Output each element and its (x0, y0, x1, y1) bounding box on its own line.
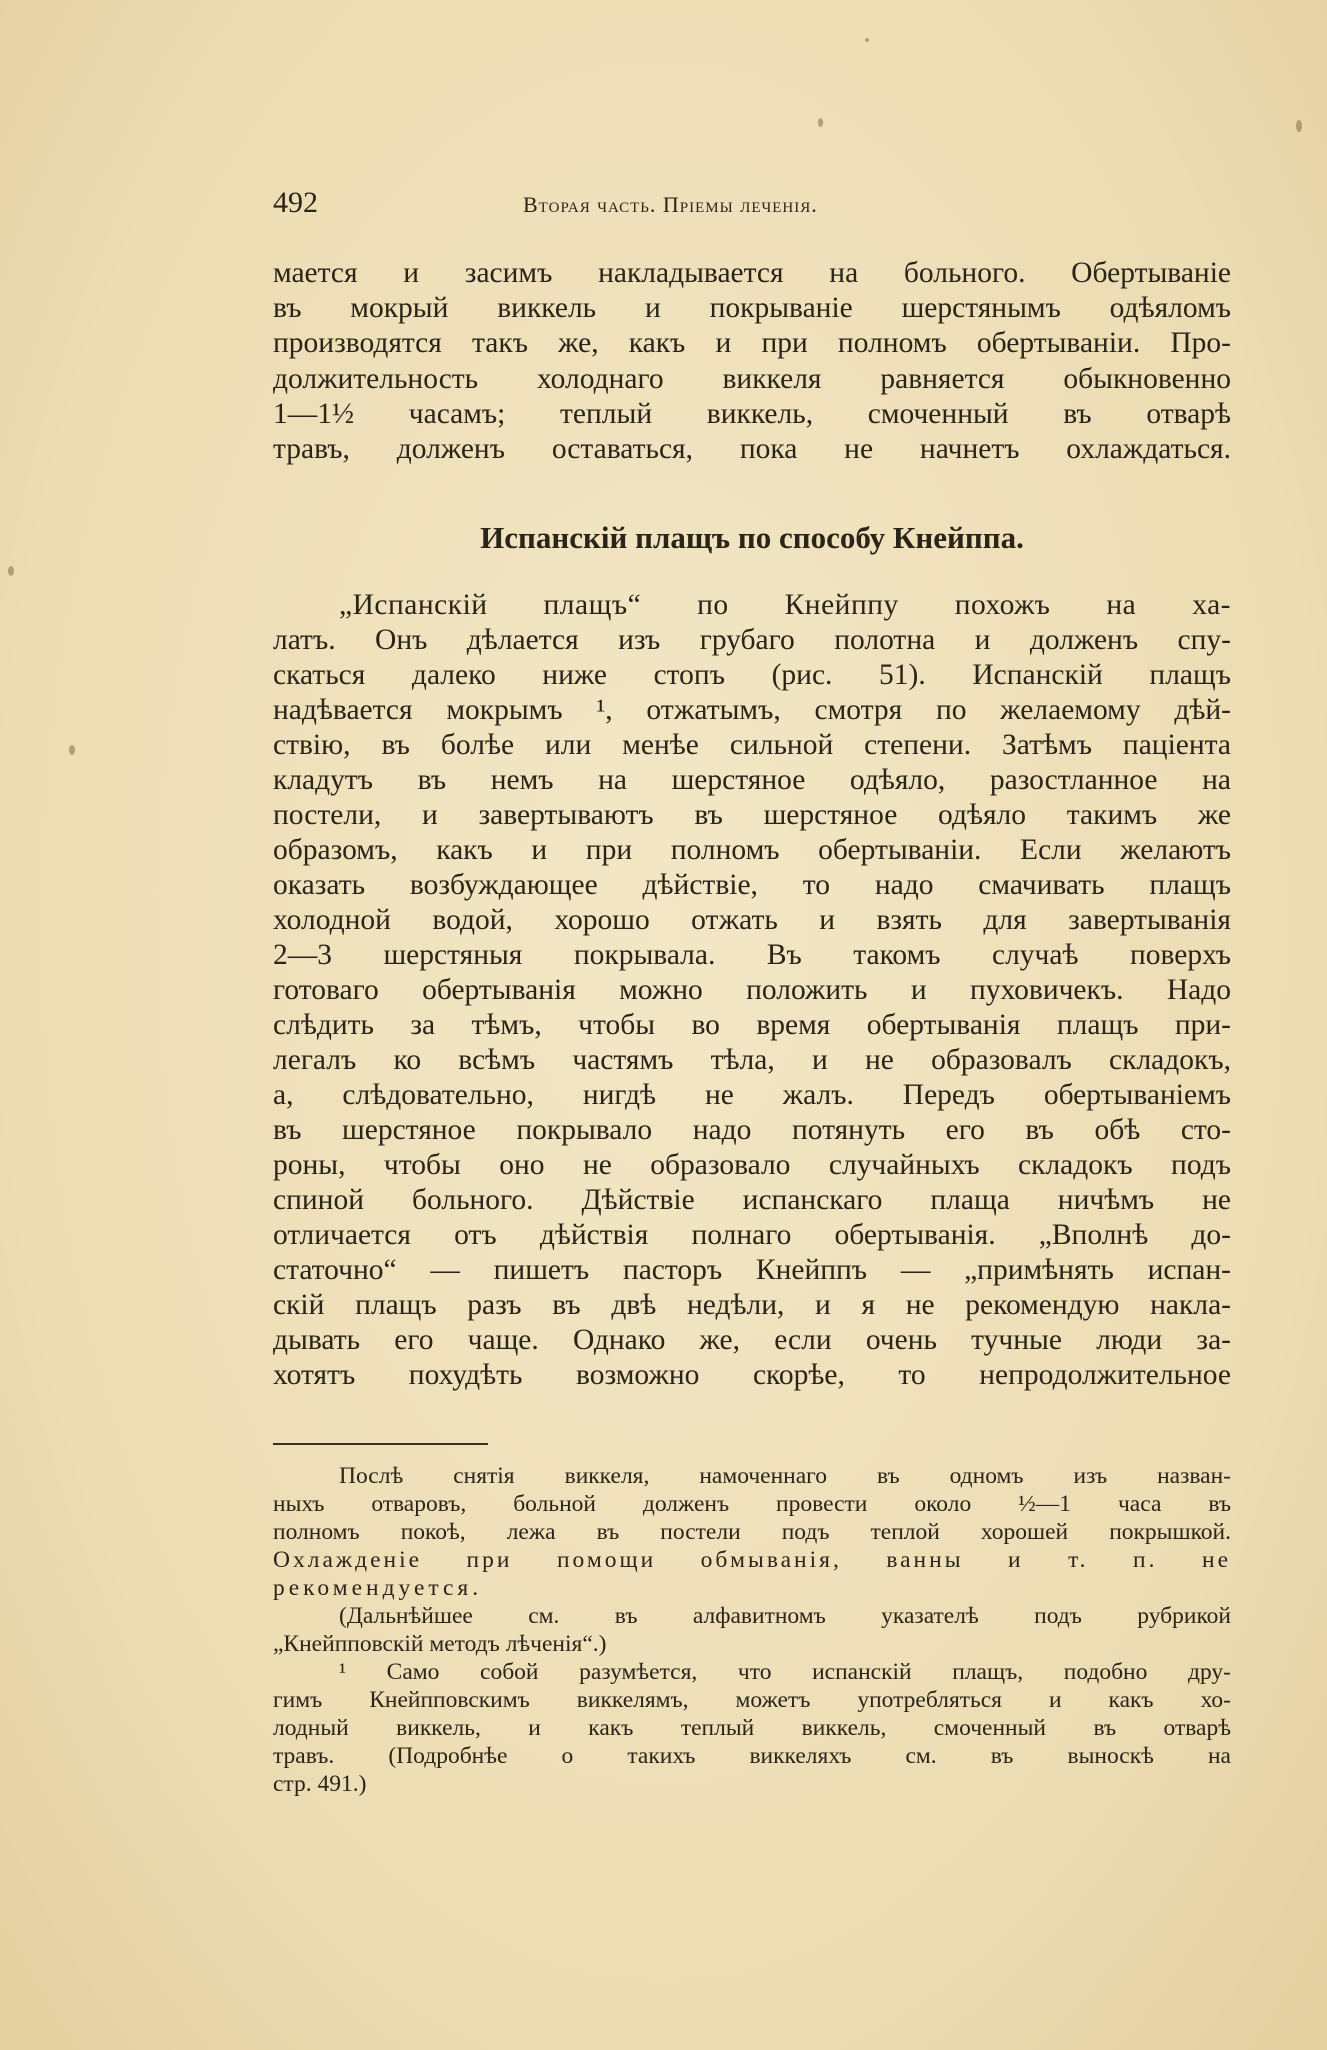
text-line: роны, чтобы оно не образовало случайныхъ складокъ подъ (273, 1149, 1231, 1181)
footnote-line: (Дальнѣйшее см. въ алфавитномъ указателѣ подъ рубрикой (339, 1603, 1231, 1629)
footnote-line: рекомендуется. (273, 1575, 483, 1601)
text-line: производятся такъ же, какъ и при полномъ обертываніи. Про- (273, 327, 1231, 360)
paper-speck (8, 566, 14, 576)
footnote-line: гимъ Кнейпповскимъ виккелямъ, можетъ употребляться и какъ хо- (273, 1687, 1231, 1713)
footnote-line: травъ. (Подробнѣе о такихъ виккеляхъ см. въ выноскѣ на (273, 1743, 1231, 1769)
text-line: скій плащъ разъ въ двѣ недѣли, и я не рекомендую накла- (273, 1289, 1231, 1321)
text-line: 1—1½ часамъ; теплый виккель, смоченный въ отварѣ (273, 397, 1231, 430)
intro-paragraph (273, 256, 1231, 467)
paper-speck (69, 745, 75, 755)
footnotes (273, 1462, 1231, 1798)
footnote-line: лодный виккель, и какъ теплый виккель, смоченный въ отварѣ (273, 1715, 1231, 1741)
text-line: скаться далеко ниже стопъ (рис. 51). Испанскій плащъ (273, 659, 1231, 691)
text-line: латъ. Онъ дѣлается изъ грубаго полотна и долженъ спу- (273, 624, 1231, 656)
section-paragraph (273, 588, 1231, 1393)
text-line: „Испанскій плащъ“ по Кнейппу похожъ на ха- (339, 589, 1231, 621)
footnote-line: „Кнейпповскій методъ лѣченія“.) (273, 1631, 607, 1657)
text-line: слѣдить за тѣмъ, чтобы во время обертыванія плащъ при- (273, 1009, 1231, 1041)
text-line: статочно“ — пишетъ пасторъ Кнейппъ — „примѣнять испан- (273, 1254, 1231, 1286)
footnote-line: ныхъ отваровъ, больной долженъ провести около ½—1 часа въ (273, 1491, 1231, 1517)
text-line: въ мокрый виккель и покрываніе шерстянымъ одѣяломъ (273, 292, 1231, 325)
paper-speck (818, 118, 823, 127)
text-line: должительность холоднаго виккеля равняется обыкновенно (273, 362, 1231, 395)
text-line: ствію, въ болѣе или менѣе сильной степени. Затѣмъ паціента (273, 729, 1231, 761)
text-line: въ шерстяное покрывало надо потянуть его въ обѣ сто- (273, 1114, 1231, 1146)
footnote-line: стр. 491.) (273, 1771, 367, 1797)
text-line: надѣвается мокрымъ ¹, отжатымъ, смотря по желаемому дѣй- (273, 694, 1231, 726)
text-line: легалъ ко всѣмъ частямъ тѣла, и не образовалъ складокъ, (273, 1044, 1231, 1076)
paper-speck (1296, 120, 1302, 132)
section-heading: Испанскій плащъ по способу Кнейппа. (480, 520, 1024, 555)
page-number: 492 (273, 186, 318, 219)
footnote-line: Охлажденіе при помощи обмыванія, ванны и т. п. не (273, 1547, 1231, 1573)
footnote-line: ¹ Само собой разумѣется, что испанскій плащъ, подобно дру- (339, 1659, 1231, 1685)
text-line: 2—3 шерстяныя покрывала. Въ такомъ случаѣ поверхъ (273, 939, 1231, 971)
text-line: а, слѣдовательно, нигдѣ не жалъ. Передъ обертываніемъ (273, 1079, 1231, 1111)
text-line: образомъ, какъ и при полномъ обертываніи. Если желаютъ (273, 834, 1231, 866)
text-line: дывать его чаще. Однако же, если очень тучные люди за- (273, 1324, 1231, 1356)
text-line: оказать возбуждающее дѣйствіе, то надо смачивать плащъ (273, 869, 1231, 901)
text-line: хотятъ похудѣть возможно скорѣе, то непродолжительное (273, 1359, 1231, 1391)
text-line: холодной водой, хорошо отжать и взять для завертыванія (273, 904, 1231, 936)
text-line: кладутъ въ немъ на шерстяное одѣяло, разостланное на (273, 764, 1231, 796)
running-head: Вторая часть. Пріемы леченія. (523, 192, 818, 217)
text-line: травъ, долженъ оставаться, пока не начнетъ охлаждаться. (273, 433, 1231, 466)
footnote-divider (273, 1443, 488, 1445)
text-line: постели, и завертываютъ въ шерстяное одѣяло такимъ же (273, 799, 1231, 831)
footnote-line: полномъ покоѣ, лежа въ постели подъ теплой хорошей покрышкой. (273, 1519, 1231, 1545)
text-line: мается и засимъ накладывается на больного. Обертываніе (273, 257, 1231, 289)
paper-speck (865, 38, 869, 42)
text-line: готоваго обертыванія можно положить и пуховичекъ. Надо (273, 974, 1231, 1006)
page-header (273, 186, 1233, 226)
text-line: отличается отъ дѣйствія полнаго обертыванія. „Вполнѣ до- (273, 1219, 1231, 1251)
text-line: спиной больного. Дѣйствіе испанскаго плаща ничѣмъ не (273, 1184, 1231, 1216)
footnote-line: Послѣ снятія виккеля, намоченнаго въ одномъ изъ назван- (339, 1463, 1231, 1489)
